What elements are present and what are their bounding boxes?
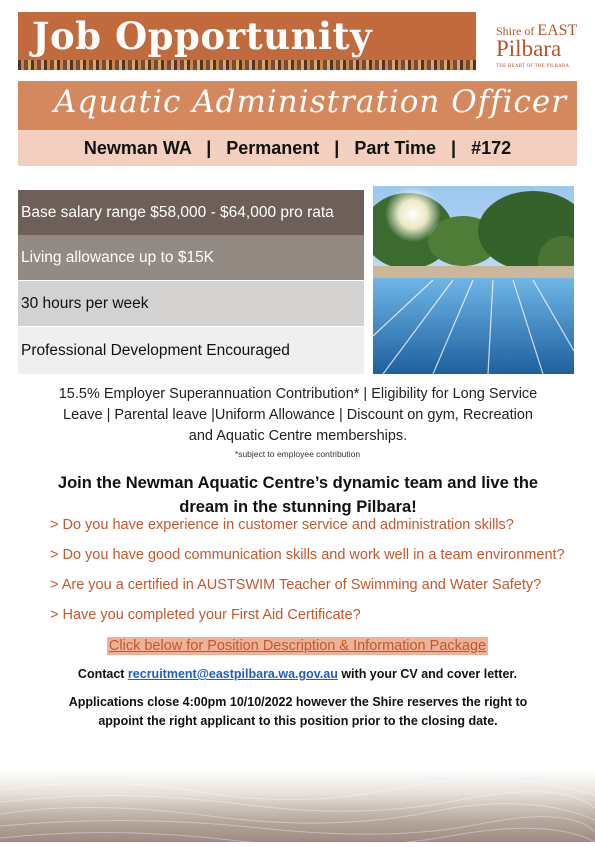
benefits-text: 15.5% Employer Superannuation Contribution* | Eligibility for Long Service Leave | Parental leave |Uniform Allowance | Discount on gym, Recreation and Aquatic Centre memberships.	[58, 386, 538, 444]
feature-allowance: Living allowance up to $15K	[18, 235, 364, 280]
pool-photo	[373, 186, 574, 374]
logo-pilbara: Pilbara	[496, 36, 562, 61]
contact-prefix: Contact	[77, 667, 128, 681]
topographic-pattern	[0, 770, 595, 842]
feature-hours: 30 hours per week	[18, 281, 364, 326]
email-link[interactable]: recruitment@eastpilbara.wa.gov.au	[127, 667, 338, 681]
contact-suffix: with your CV and cover letter.	[337, 667, 518, 681]
question-customer-service: > Do you have experience in customer service and administration skills?	[50, 517, 514, 533]
logo-tagline: THE HEART OF THE PILBARA	[496, 64, 570, 69]
logo-prefix: Shire of	[496, 24, 535, 38]
benefits-note: *subject to employee contribution	[234, 449, 361, 459]
headline: Join the Newman Aquatic Centre’s dynamic team and live the dream in the stunning Pilbara!	[57, 474, 539, 516]
footer-decoration	[0, 770, 595, 842]
cta-container	[0, 637, 595, 655]
question-first-aid: > Have you completed your First Aid Certificate?	[50, 607, 361, 623]
closing-date-text: Applications close 4:00pm 10/10/2022 however the Shire reserves the right to appoint the right applicant to this position prior to the closing date.	[68, 695, 528, 728]
aboriginal-art-strip	[18, 60, 476, 70]
pool-illustration	[373, 186, 574, 374]
question-austswim: > Are you a certified in AUSTSWIM Teacher of Swimming and Water Safety?	[50, 577, 542, 593]
position-description-link[interactable]: Click below for Position Description & Information Package	[108, 638, 487, 654]
feature-development: Professional Development Encouraged	[18, 327, 364, 374]
job-info: Newman WA | Permanent | Part Time | #172	[83, 137, 512, 158]
question-communication: > Do you have good communication skills and work well in a team environment?	[50, 547, 565, 563]
feature-salary: Base salary range $58,000 - $64,000 pro rata	[18, 190, 364, 235]
position-title: Aquatic Administration Officer	[54, 84, 568, 120]
shire-logo	[486, 12, 578, 70]
page-title: Job Opportunity	[32, 14, 373, 58]
logo-east: EAST	[537, 22, 578, 39]
contact-line	[0, 667, 595, 681]
